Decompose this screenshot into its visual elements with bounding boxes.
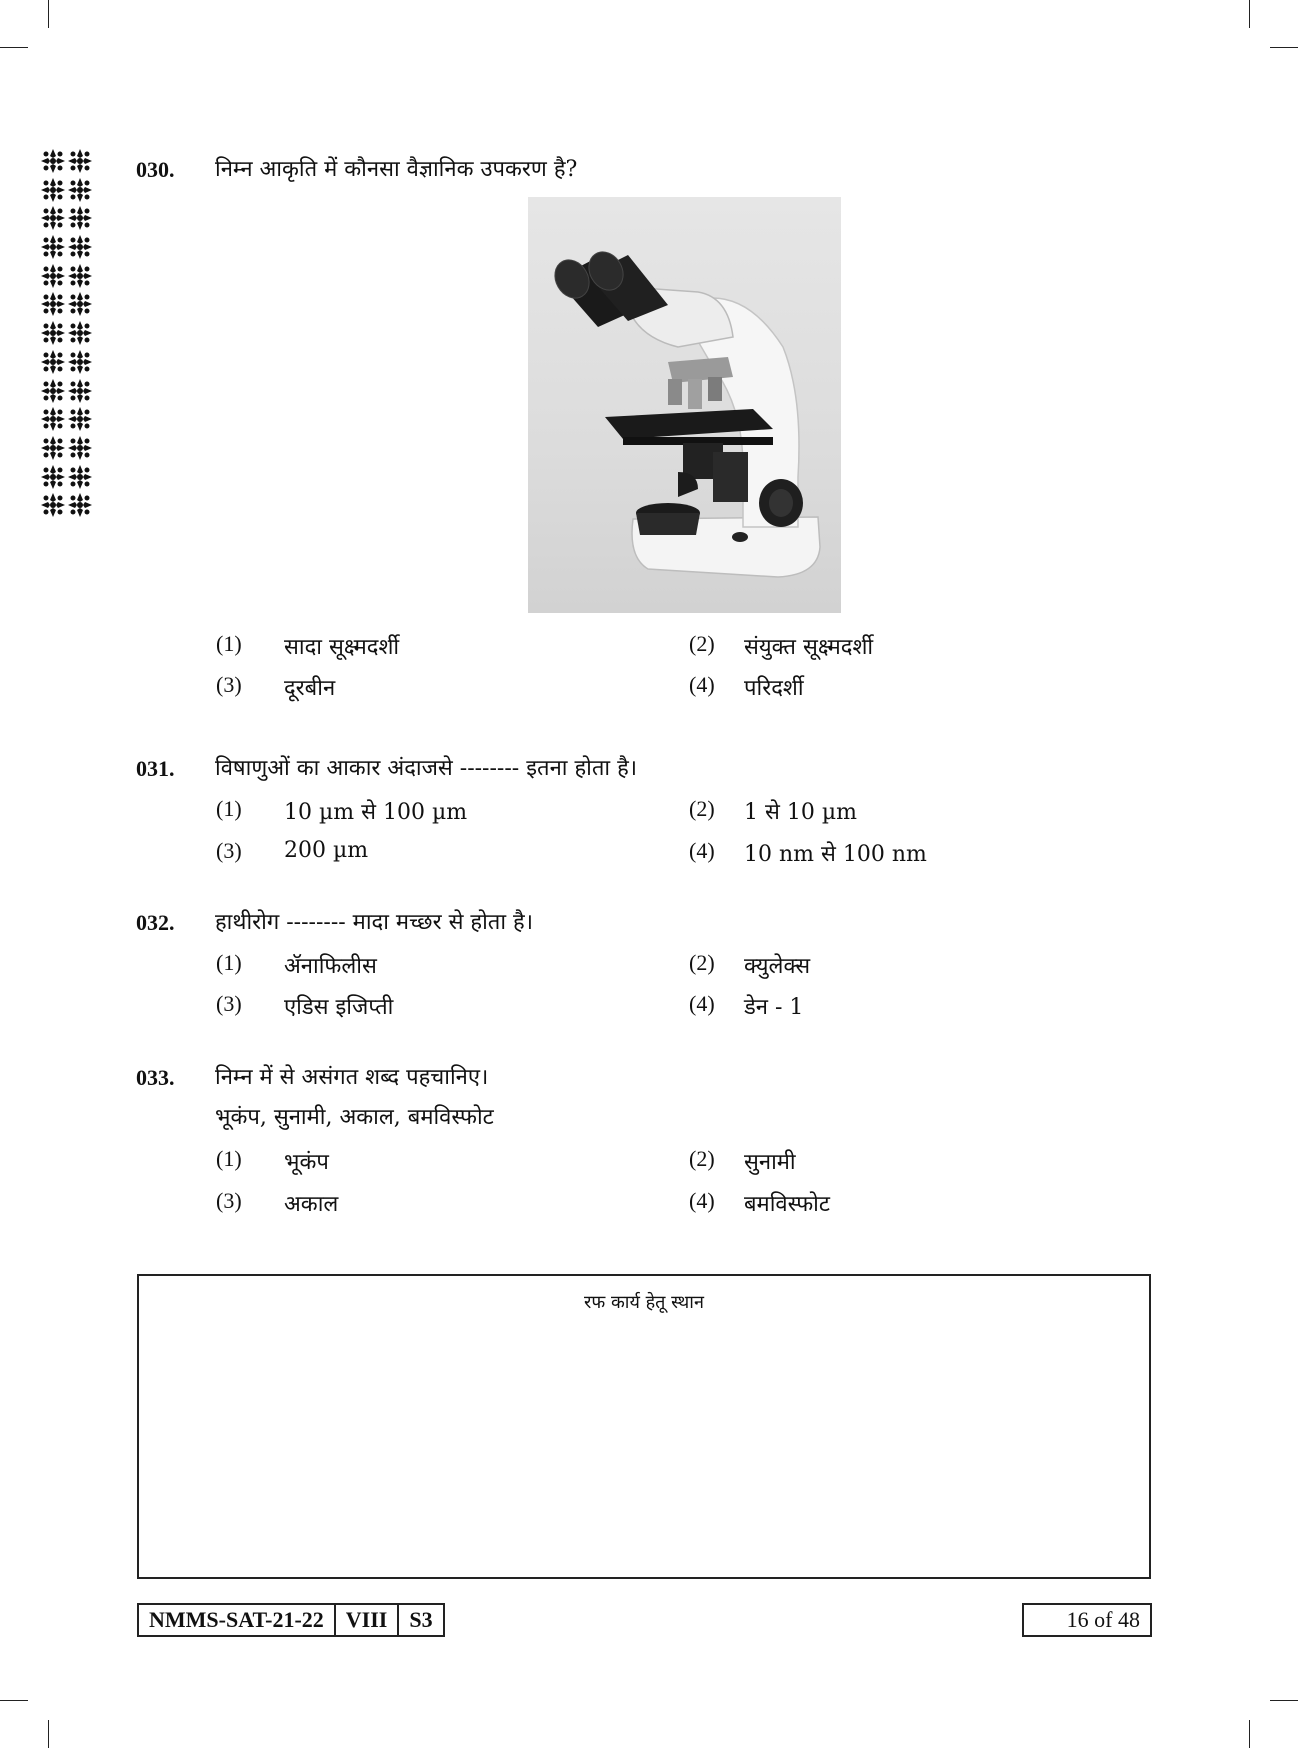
question-text: निम्न में से असंगत शब्द पहचानिए।: [215, 1065, 489, 1090]
ornament-icon: [40, 378, 96, 407]
option-text: सादा सूक्ष्मदर्शी: [284, 635, 400, 660]
page-number: 16 of 48: [1022, 1603, 1152, 1637]
ornament-icon: [40, 291, 96, 320]
option-text: डेन - 1: [744, 995, 804, 1020]
option-text: दूरबीन: [284, 676, 336, 701]
class-label: VIII: [336, 1605, 400, 1635]
crop-mark: [48, 0, 49, 28]
option-number: (1): [216, 1146, 242, 1171]
option-number: (1): [216, 631, 242, 656]
option-number: (2): [689, 796, 715, 821]
ornament-icon: [40, 492, 96, 521]
option-text: क्युलेक्स: [744, 954, 811, 979]
ornament-icon: [40, 349, 96, 378]
question-number: 031.: [136, 756, 175, 781]
ornament-icon: [40, 234, 96, 263]
question-text: हाथीरोग -------- मादा मच्छर से होता है।: [215, 910, 534, 935]
paper-code-box: [137, 1603, 445, 1637]
option-number: (1): [216, 950, 242, 975]
ornament-icon: [40, 263, 96, 292]
rough-work-title: रफ कार्य हेतू स्थान: [584, 1292, 704, 1313]
ornament-icon: [40, 435, 96, 464]
question-text: विषाणुओं का आकार अंदाजसे -------- इतना होता है।: [215, 756, 638, 781]
option-text: एडिस इजिप्ती: [284, 995, 394, 1020]
option-text: 200 µm: [284, 838, 369, 863]
ornament-icon: [40, 177, 96, 206]
option-number: (4): [689, 672, 715, 697]
crop-mark: [1270, 1700, 1298, 1701]
ornament-icon: [40, 406, 96, 435]
crop-mark: [1249, 0, 1250, 28]
option-text: 1 से 10 µm: [744, 800, 858, 825]
crop-mark: [1249, 1720, 1250, 1748]
option-number: (4): [689, 1188, 715, 1213]
question-number: 030.: [136, 157, 175, 182]
option-text: ॲनाफिलीस: [284, 954, 377, 979]
crop-mark: [0, 47, 28, 48]
option-number: (4): [689, 991, 715, 1016]
option-text: बमविस्फोट: [744, 1192, 830, 1217]
option-number: (2): [689, 1146, 715, 1171]
option-number: (3): [216, 672, 242, 697]
ornament-icon: [40, 205, 96, 234]
option-number: (4): [689, 838, 715, 863]
option-number: (1): [216, 796, 242, 821]
ornament-icon: [40, 464, 96, 493]
option-text: भूकंप: [284, 1150, 329, 1175]
ornament-border: [40, 148, 96, 521]
option-text: सुनामी: [744, 1150, 796, 1175]
microscope-image: [528, 197, 841, 613]
option-number: (3): [216, 1188, 242, 1213]
option-text: संयुक्त सूक्ष्मदर्शी: [744, 635, 874, 660]
paper-code: NMMS-SAT-21-22: [139, 1605, 336, 1635]
crop-mark: [0, 1700, 28, 1701]
option-text: 10 nm से 100 nm: [744, 842, 927, 867]
option-number: (3): [216, 838, 242, 863]
ornament-icon: [40, 320, 96, 349]
crop-mark: [48, 1720, 49, 1748]
option-number: (2): [689, 631, 715, 656]
ornament-icon: [40, 148, 96, 177]
option-text: अकाल: [284, 1192, 339, 1217]
question-subtext: भूकंप, सुनामी, अकाल, बमविस्फोट: [215, 1105, 494, 1130]
option-text: 10 µm से 100 µm: [284, 800, 468, 825]
set-label: S3: [409, 1607, 433, 1632]
question-number: 033.: [136, 1065, 175, 1090]
crop-mark: [1270, 47, 1298, 48]
rough-work-box[interactable]: [137, 1274, 1151, 1579]
question-text: निम्न आकृति में कौनसा वैज्ञानिक उपकरण है?: [215, 157, 578, 182]
question-number: 032.: [136, 910, 175, 935]
option-text: परिदर्शी: [744, 676, 804, 701]
option-number: (2): [689, 950, 715, 975]
option-number: (3): [216, 991, 242, 1016]
